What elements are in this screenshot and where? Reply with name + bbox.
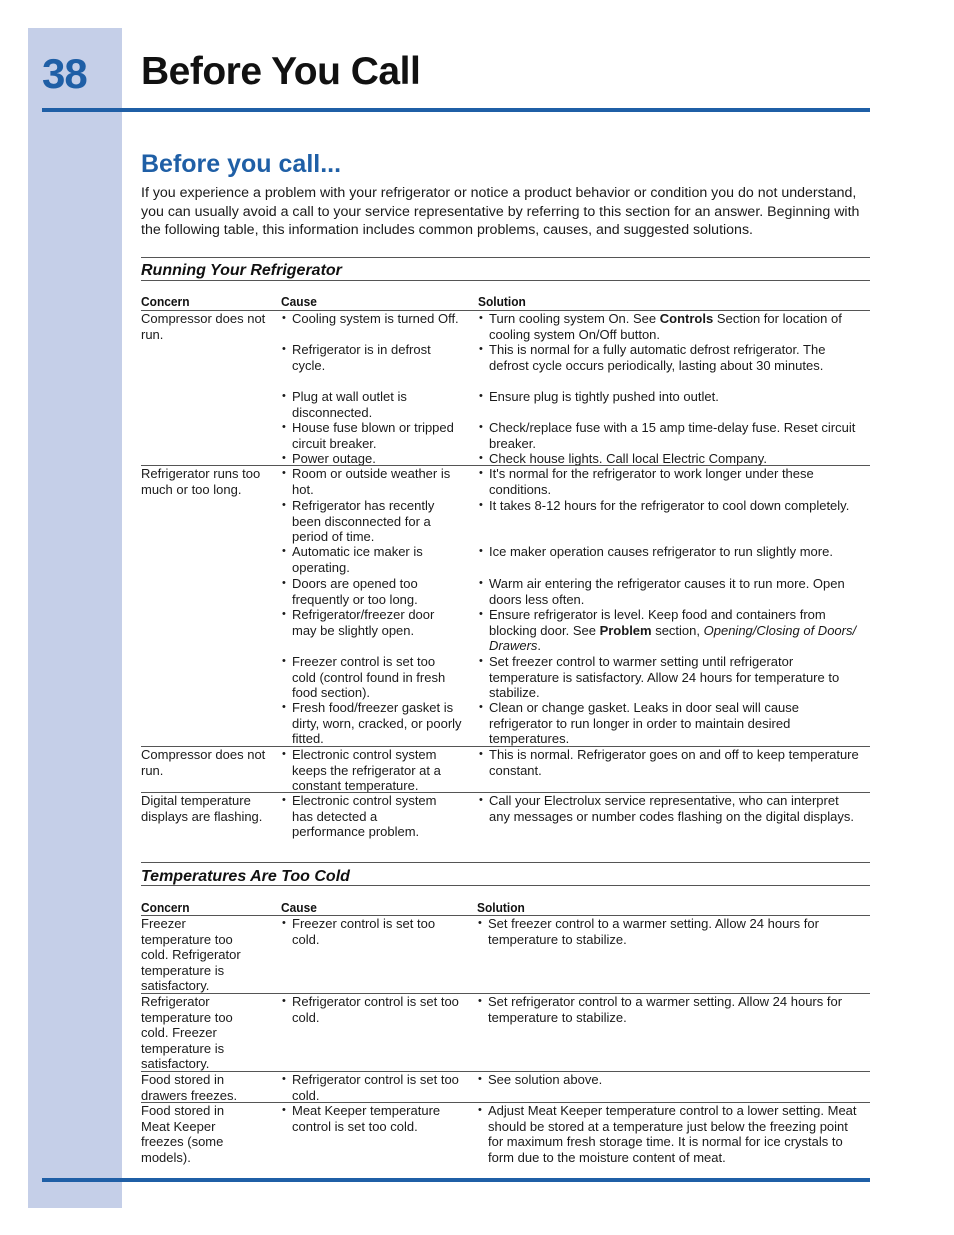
solution-item: • Check/replace fuse with a 15 amp time-delay fuse. Reset circuit breaker. — [489, 420, 864, 451]
concern-cell: Digital temperature displays are flashing. — [141, 793, 263, 824]
solution-item: • Warm air entering the refrigerator causes it to run more. Open doors less often. — [489, 576, 864, 607]
cause-item: • Refrigerator control is set too cold. — [292, 1072, 462, 1103]
cause-item: • Fresh food/freezer gasket is dirty, worn, cracked, or poorly fitted. — [292, 700, 462, 747]
table-title: Temperatures Are Too Cold — [141, 868, 350, 885]
cause-item: • Refrigerator is in defrost cycle. — [292, 342, 462, 373]
footer-divider — [42, 1178, 870, 1182]
concern-cell: Freezer temperature too cold. Refrigerator temperature is satisfactory. — [141, 916, 241, 994]
solution-item: • This is normal. Refrigerator goes on and off to keep temperature constant. — [489, 747, 864, 778]
table-top-rule — [141, 862, 870, 863]
concern-cell: Food stored in drawers freezes. — [141, 1072, 238, 1103]
cause-item: • Doors are opened too frequently or too long. — [292, 576, 462, 607]
column-header-cause: Cause — [281, 294, 317, 309]
concern-cell: Refrigerator runs too much or too long. — [141, 466, 261, 497]
column-header-concern: Concern — [141, 900, 190, 915]
concern-cell: Refrigerator temperature too cold. Freezer temperature is satisfactory. — [141, 994, 233, 1072]
column-header-solution: Solution — [478, 294, 526, 309]
cause-item: • Refrigerator has recently been disconnected for a period of time. — [292, 498, 462, 545]
solution-item: • Ice maker operation causes refrigerator to run slightly more. — [489, 544, 864, 560]
cause-item: • Refrigerator/freezer door may be slightly open. — [292, 607, 462, 638]
cause-item: • Plug at wall outlet is disconnected. — [292, 389, 462, 420]
column-header-concern: Concern — [141, 294, 190, 309]
column-header-cause: Cause — [281, 900, 317, 915]
solution-item: • Set freezer control to a warmer setting. Allow 24 hours for temperature to stabilize. — [488, 916, 863, 947]
concern-cell: Compressor does not run. — [141, 311, 266, 342]
solution-item: • Clean or change gasket. Leaks in door seal will cause refrigerator to run longer in order to maintain desired temperatures. — [489, 700, 864, 747]
solution-item: • Set refrigerator control to a warmer setting. Allow 24 hours for temperature to stabilize. — [488, 994, 863, 1025]
solution-item: • Ensure plug is tightly pushed into outlet. — [489, 389, 864, 405]
solution-item: • Set freezer control to warmer setting until refrigerator temperature is satisfactory. Allow 24 hours for temperature to stabilize. — [489, 654, 864, 701]
column-header-solution: Solution — [477, 900, 525, 915]
solution-item: • Call your Electrolux service representative, who can interpret any messages or number codes flashing on the digital displays. — [489, 793, 854, 824]
page-sidebar — [28, 28, 122, 1208]
page-title: Before You Call — [141, 50, 421, 93]
solution-item: • Ensure refrigerator is level. Keep food and containers from blocking door. See Problem section, Opening/Closing of Doors/ Drawers. — [489, 607, 864, 654]
intro-paragraph: If you experience a problem with your refrigerator or notice a product behavior or condition you do not understand, you can usually avoid a call to your service representative by referring to this section for an answer. Beginning with the following table, this information includes common problems, causes, and suggested solutions. — [141, 185, 860, 238]
solution-item: • Adjust Meat Keeper temperature control to a lower setting. Meat should be stored at a temperature just below the freezing point for maximum fresh storage time. It is normal for ice crystals to form due to the moisture content of meat. — [488, 1103, 863, 1165]
header-divider — [42, 108, 870, 112]
cause-item: • Power outage. — [292, 451, 462, 467]
solution-item: • It takes 8-12 hours for the refrigerator to cool down completely. — [489, 498, 864, 514]
cause-item: • House fuse blown or tripped circuit breaker. — [292, 420, 462, 451]
section-heading: Before you call... — [141, 150, 342, 178]
concern-cell: Compressor does not run. — [141, 747, 266, 778]
cause-item: • Room or outside weather is hot. — [292, 466, 462, 497]
cause-item: • Electronic control system keeps the refrigerator at a constant temperature. — [292, 747, 462, 794]
solution-item: • It's normal for the refrigerator to work longer under these conditions. — [489, 466, 864, 497]
table-title-rule — [141, 280, 870, 281]
solution-item: • See solution above. — [488, 1072, 863, 1088]
cause-item: • Refrigerator control is set too cold. — [292, 994, 462, 1025]
table-title-rule — [141, 885, 870, 886]
solution-item: • This is normal for a fully automatic defrost refrigerator. The defrost cycle occurs periodically, lasting about 30 minutes. — [489, 342, 864, 373]
solution-item: • Turn cooling system On. See Controls Section for location of cooling system On/Off button. — [489, 311, 864, 342]
table-title: Running Your Refrigerator — [141, 262, 342, 279]
table-top-rule — [141, 257, 870, 258]
cause-item: • Automatic ice maker is operating. — [292, 544, 462, 575]
cause-item: • Cooling system is turned Off. — [292, 311, 462, 327]
page-number: 38 — [42, 50, 87, 97]
concern-cell: Food stored in Meat Keeper freezes (some models). — [141, 1103, 225, 1165]
cause-item: • Electronic control system has detected a performance problem. — [292, 793, 452, 840]
cause-item: • Meat Keeper temperature control is set too cold. — [292, 1103, 462, 1134]
cause-item: • Freezer control is set too cold (control found in fresh food section). — [292, 654, 462, 701]
cause-item: • Freezer control is set too cold. — [292, 916, 462, 947]
solution-item: • Check house lights. Call local Electric Company. — [489, 451, 864, 467]
